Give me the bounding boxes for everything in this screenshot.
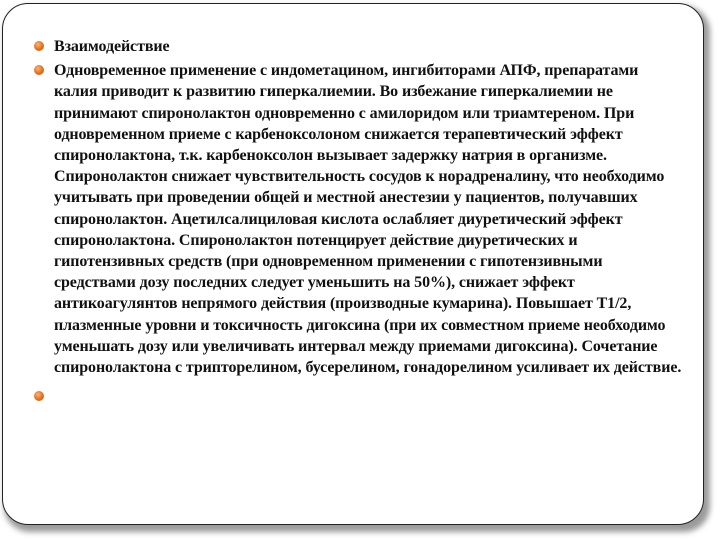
bullet-item-title <box>34 36 684 57</box>
bullet-dot-icon <box>34 391 44 401</box>
bullet-dot-icon <box>34 41 44 51</box>
bullet-item-empty <box>34 386 684 407</box>
bullet-text-title: Взаимодействие <box>54 38 170 55</box>
bullet-dot-icon <box>34 65 44 75</box>
bullet-list <box>34 36 684 410</box>
bullet-text-interactions: Одновременное применение с индометацином, ингибиторами АПФ, препаратами калия приводит к развитию гиперкалиемии. Во избежание гиперкалиемии не принимают спиронолактон одновременно с амилоридом или триамтереном. При одновременном приеме с карбеноксолоном снижается терапевтический эффект спиронолактона, т.к. карбеноксолон вызывает задержку натрия в организме. Спиронолактон снижает чувствительность сосудов к норадреналину, что необходимо учитывать при проведении общей и местной анестезии у пациентов, получавших спиронолактон. Ацетилсалициловая кислота ослабляет диуретический эффект спиронолактона. Спиронолактон потенцирует действие диуретических и гипотензивных средств (при одновременном применении с гипотензивными средствами дозу последних следует уменьшить на 50%), снижает эффект антикоагулянтов непрямого действия (производные кумарина). Повышает Т1/2, плазменные уровни и токсичность дигоксина (при их совместном приеме необходимо уменьшать дозу или увеличивать интервал между приемами дигоксина). Сочетание спиронолактона с трипторелином, бусерелином, гонадорелином усиливает их действие. <box>54 62 682 377</box>
bullet-item-interactions <box>34 60 684 378</box>
